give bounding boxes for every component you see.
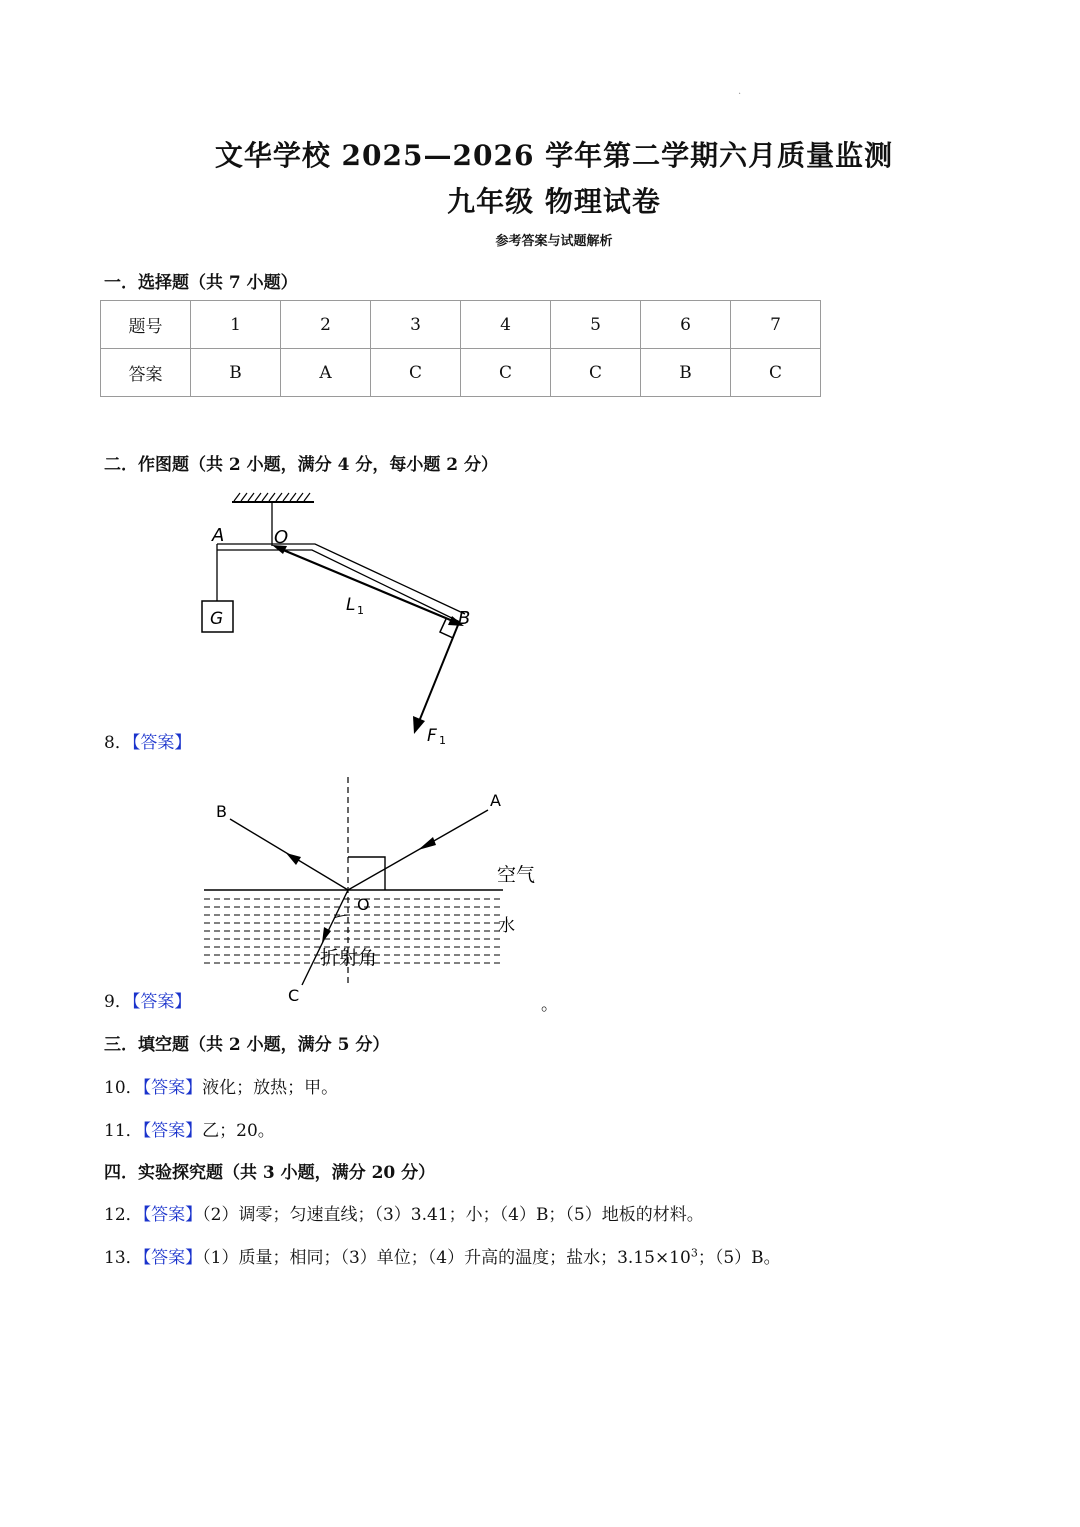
- lever-diagram: [190, 488, 490, 750]
- table-cell: C: [461, 349, 551, 397]
- label-air: 空气: [497, 864, 536, 886]
- q12-answer: （2）调零；匀速直线；（3）3.41；小；（4）B；（5）地板的材料。: [202, 1205, 704, 1225]
- corner-dot: .: [738, 86, 742, 97]
- table-cell: 4: [461, 301, 551, 349]
- table-cell: 6: [641, 301, 731, 349]
- q13-exponent: 3: [690, 1246, 698, 1260]
- q8-line: [104, 728, 191, 753]
- label-o: O: [274, 527, 289, 548]
- section-1-heading: 一．选择题（共 7 小题）: [104, 273, 298, 293]
- label-o: O: [357, 895, 370, 914]
- table-cell: 答案: [101, 349, 191, 397]
- q10-answer: 液化；放热；甲。: [202, 1078, 339, 1098]
- q10-number: 10．: [104, 1078, 143, 1098]
- q13-number: 13．: [104, 1248, 143, 1268]
- table-row: [101, 349, 821, 397]
- label-refraction-angle: 折射角: [320, 947, 378, 969]
- table-cell: 5: [551, 301, 641, 349]
- label-f1-subscript: 1: [439, 734, 446, 747]
- table-cell: A: [281, 349, 371, 397]
- q13-answer-part2: ；（5）B。: [697, 1248, 781, 1268]
- label-b: B: [216, 802, 227, 821]
- table-cell: 7: [731, 301, 821, 349]
- label-f1: F: [427, 726, 437, 746]
- q10-answer-tag: 【答案】: [142, 1078, 203, 1098]
- label-water: 水: [498, 916, 515, 936]
- table-cell: 1: [191, 301, 281, 349]
- q13-line: [104, 1243, 781, 1268]
- label-b: B: [458, 608, 471, 629]
- table-cell: C: [371, 349, 461, 397]
- q9-answer-tag: 【答案】: [131, 992, 192, 1012]
- q9-number: 9．: [104, 992, 132, 1012]
- q13-answer-tag: 【答案】: [142, 1248, 203, 1268]
- label-l1: L: [346, 595, 356, 615]
- page-title: 文华学校 2025—2026 学年第二学期六月质量监测: [214, 139, 894, 172]
- q12-answer-tag: 【答案】: [142, 1205, 203, 1225]
- table-cell: 2: [281, 301, 371, 349]
- label-a: A: [212, 525, 225, 546]
- table-row: [101, 301, 821, 349]
- section-2-heading: 二．作图题（共 2 小题，满分 4 分，每小题 2 分）: [104, 455, 498, 475]
- answer-key-subtitle: 参考答案与试题解析: [495, 234, 613, 249]
- table-cell: B: [641, 349, 731, 397]
- table-cell: C: [551, 349, 641, 397]
- choice-answer-table: [100, 300, 821, 397]
- q12-line: [104, 1200, 704, 1225]
- section-4-heading: 四．实验探究题（共 3 小题，满分 20 分）: [104, 1163, 436, 1183]
- table-cell: C: [731, 349, 821, 397]
- label-c: C: [288, 986, 300, 1005]
- table-cell: 3: [371, 301, 461, 349]
- q8-answer-tag: 【答案】: [131, 733, 192, 753]
- q11-number: 11．: [104, 1121, 143, 1141]
- refraction-diagram: [200, 775, 550, 1010]
- page-subtitle-grade: 九年级 物理试卷: [447, 185, 661, 218]
- table-cell: 题号: [101, 301, 191, 349]
- label-a: A: [490, 791, 501, 810]
- q11-answer-tag: 【答案】: [142, 1121, 203, 1141]
- q10-line: [104, 1073, 338, 1098]
- section-3-heading: 三．填空题（共 2 小题，满分 5 分）: [104, 1035, 390, 1055]
- label-g: G: [210, 609, 224, 629]
- q11-answer: 乙；20。: [202, 1121, 275, 1141]
- q9-line: [104, 987, 191, 1012]
- q8-number: 8．: [104, 733, 132, 753]
- table-cell: B: [191, 349, 281, 397]
- q13-answer-part1: （1）质量；相同；（3）单位；（4）升高的温度；盐水；3.15×10: [202, 1248, 691, 1268]
- q11-line: [104, 1116, 275, 1141]
- q12-number: 12．: [104, 1205, 143, 1225]
- label-l1-subscript: 1: [357, 604, 364, 617]
- q9-tail: 。: [541, 995, 558, 1015]
